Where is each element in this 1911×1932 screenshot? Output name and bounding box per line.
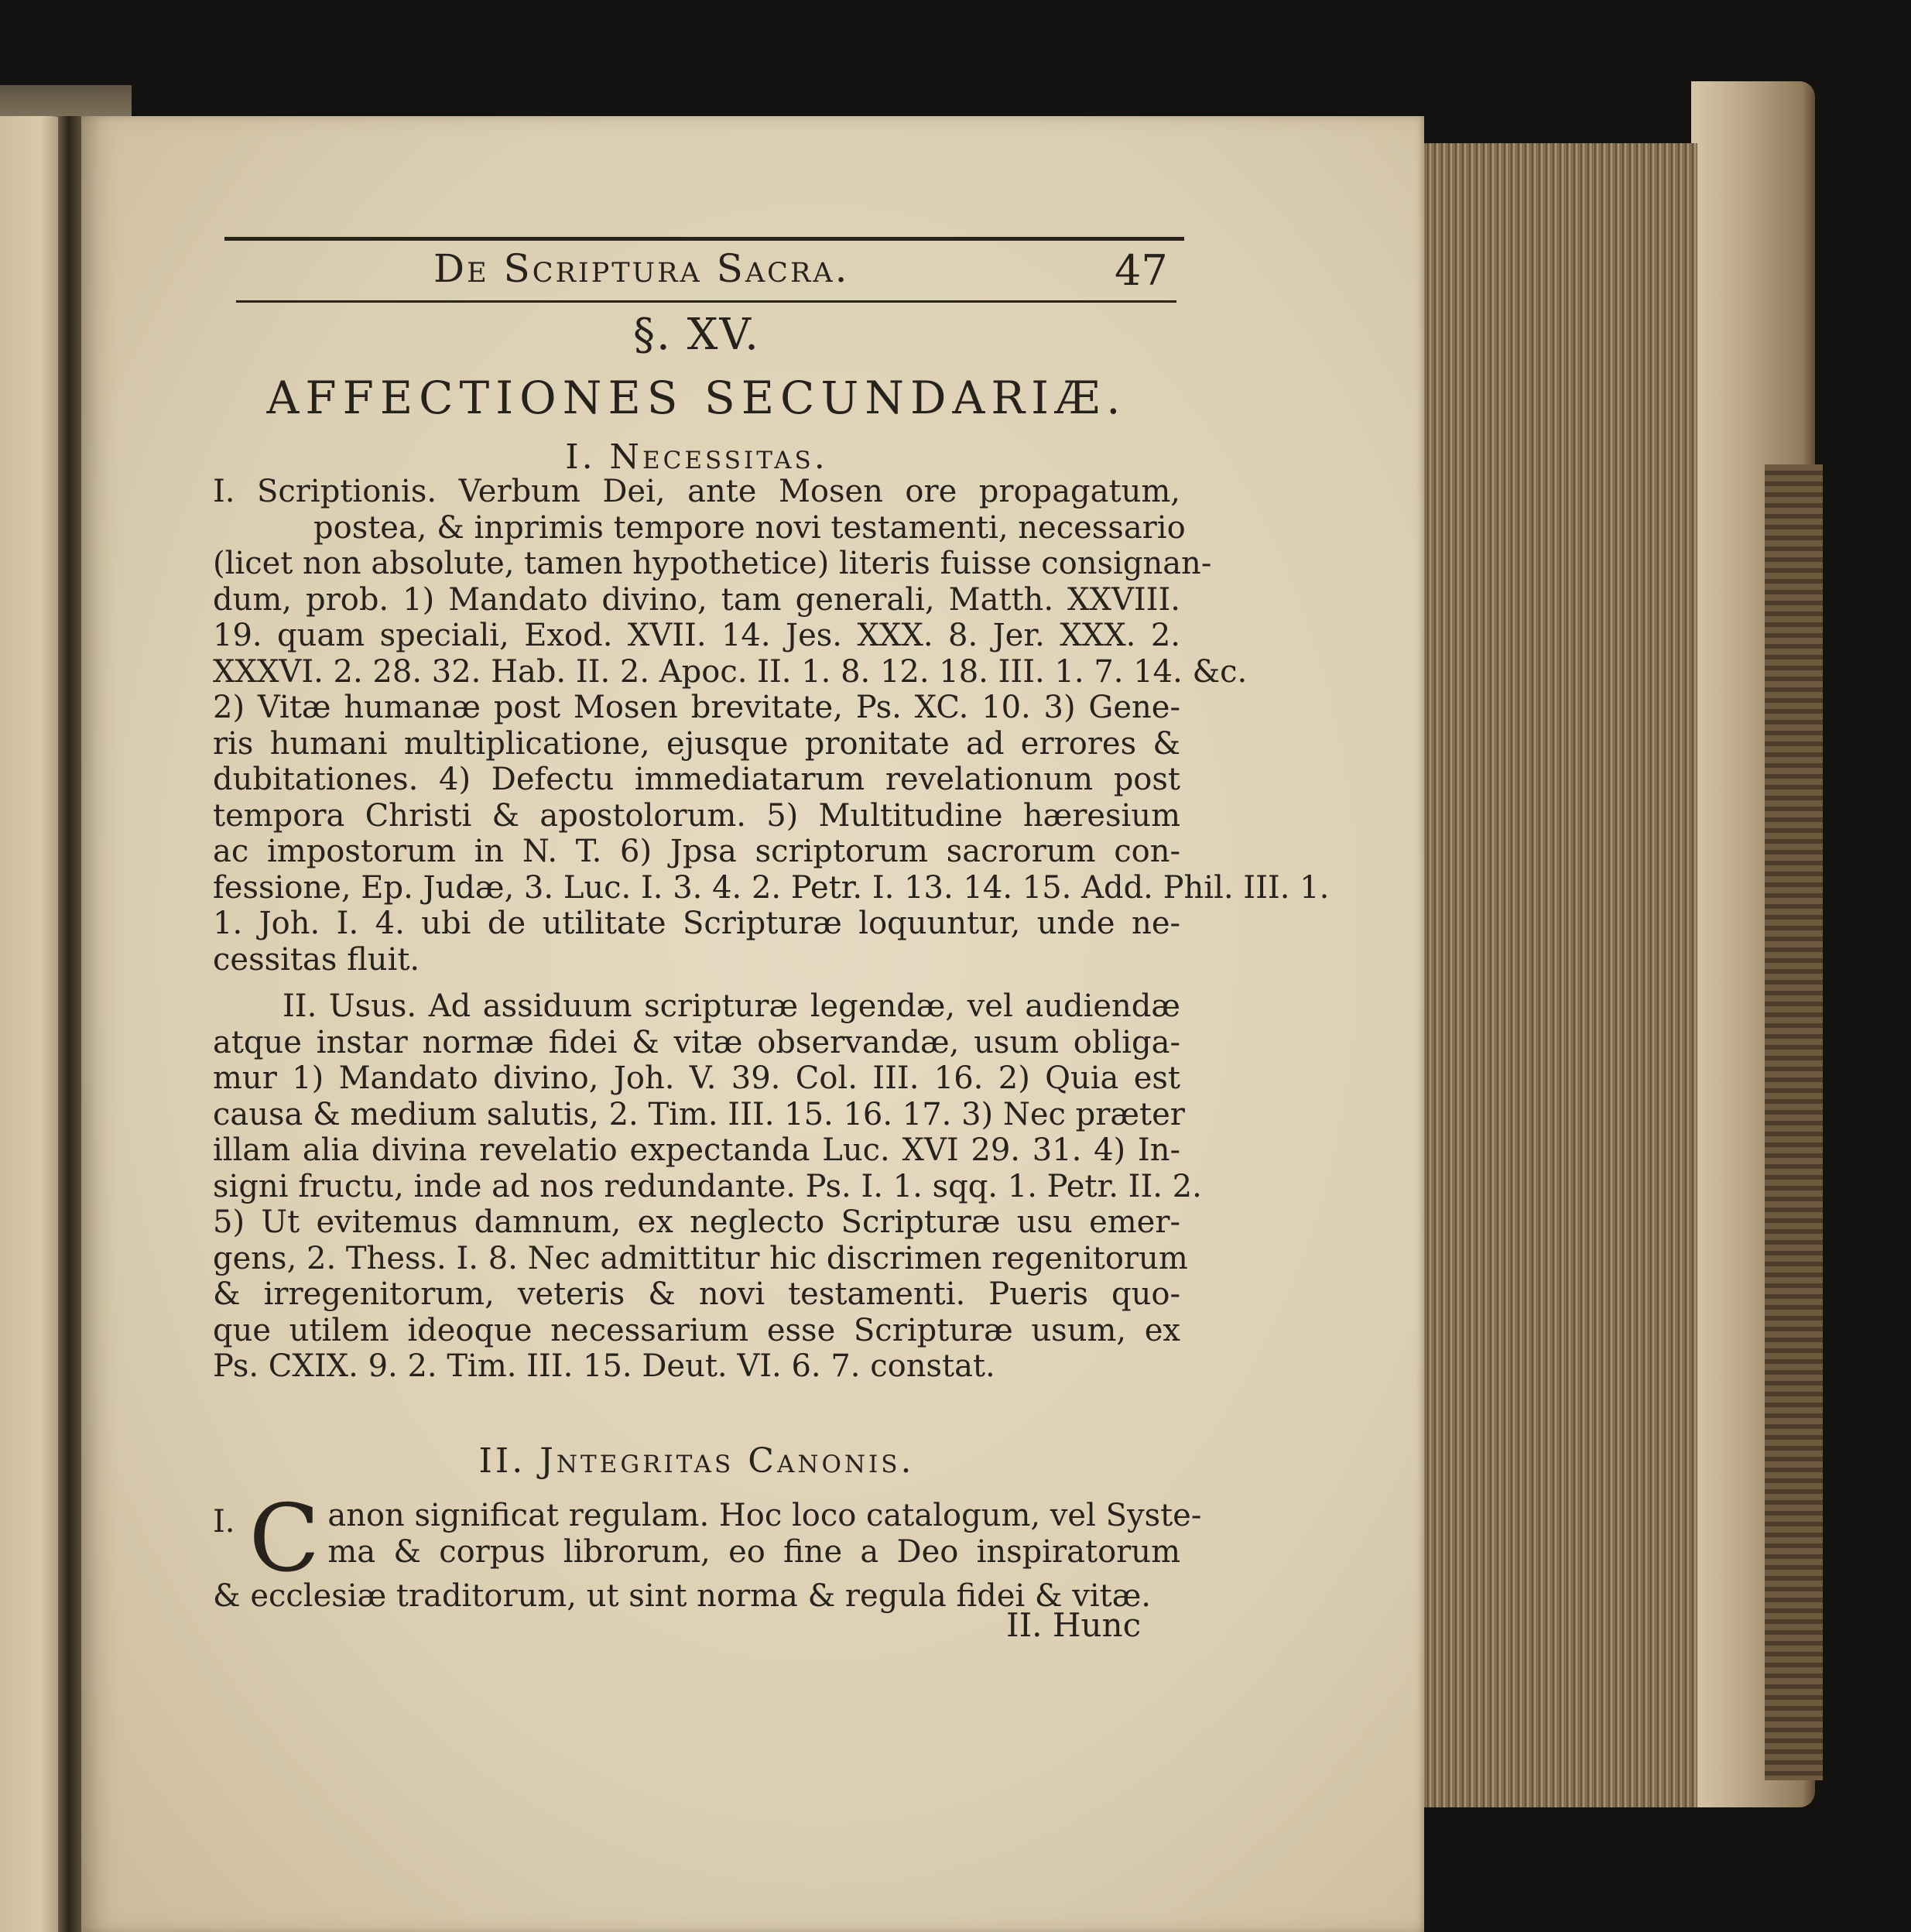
text-line: ris humani multiplicatione, ejusque pronitate ad errores & xyxy=(213,725,1180,762)
text-line: ma & corpus librorum, eo fine a Deo inspiratorum xyxy=(327,1533,1180,1570)
text-line: 2) Vitæ humanæ post Mosen brevitate, Ps. XC. 10. 3) Gene- xyxy=(213,690,1180,725)
text-line: 5) Ut evitemus damnum, ex neglecto Scripturæ usu emer- xyxy=(213,1204,1180,1240)
text-line: fessione, Ep. Judæ, 3. Luc. I. 3. 4. 2. Petr. I. 13. 14. 15. Add. Phil. III. 1. xyxy=(213,869,1330,906)
text-line: postea, & inprimis tempore novi testamenti, necessario xyxy=(313,509,1186,546)
text-line: 19. quam speciali, Exod. XVII. 14. Jes. XXX. 8. Jer. XXX. 2. xyxy=(213,618,1180,653)
header-rule-bottom xyxy=(236,300,1176,303)
text-line: que utilem ideoque necessarium esse Scripturæ usum, ex xyxy=(213,1312,1180,1348)
text-line: mur 1) Mandato divino, Joh. V. 39. Col. III. 16. 2) Quia est xyxy=(213,1060,1180,1096)
text-line: anon significat regulam. Hoc loco catalogum, vel Syste- xyxy=(327,1498,1202,1533)
text-line: causa & medium salutis, 2. Tim. III. 15. 16. 17. 3) Nec præter xyxy=(213,1096,1185,1132)
catchword: II. Hunc xyxy=(1006,1606,1142,1644)
text-line: ac impostorum in N. T. 6) Jpsa scriptorum sacrorum con- xyxy=(213,834,1180,869)
text-line: signi fructu, inde ad nos redundante. Ps. I. 1. sqq. 1. Petr. II. 2. xyxy=(213,1168,1202,1204)
page-edges xyxy=(1416,143,1697,1807)
text-line: & irregenitorum, veteris & novi testamenti. Pueris quo- xyxy=(213,1276,1180,1312)
text-line: (licet non absolute, tamen hypothetice) literis fuisse consignan- xyxy=(213,546,1212,581)
subhead-necessitas: I. Necessitas. xyxy=(565,437,828,477)
text-line: Ps. CXIX. 9. 2. Tim. III. 15. Deut. VI. 6. 7. constat. xyxy=(213,1348,995,1384)
text-line: gens, 2. Thess. I. 8. Nec admittitur hic discrimen regenitorum xyxy=(213,1240,1188,1276)
text-line: cessitas fluit. xyxy=(213,941,420,978)
part-necessitas xyxy=(213,474,1330,1385)
section-mark: §. XV. xyxy=(633,310,760,360)
part-integritas xyxy=(213,1485,1202,1615)
page-number: 47 xyxy=(1115,246,1168,295)
book-board xyxy=(1765,464,1823,1780)
text-line: XXXVI. 2. 28. 32. Hab. II. 2. Apoc. II. 1. 8. 12. 18. III. 1. 7. 14. &c. xyxy=(213,653,1248,690)
book-gutter xyxy=(58,116,81,1932)
text-line: & ecclesiæ traditorum, ut sint norma & regula fidei & vitæ. xyxy=(213,1578,1152,1614)
running-head: De Scriptura Sacra. xyxy=(433,246,850,291)
text-line: tempora Christi & apostolorum. 5) Multitudine hæresium xyxy=(213,797,1180,834)
text-line: II. Usus. Ad assiduum scripturæ legendæ, vel audiendæ xyxy=(283,988,1180,1024)
text-line: I. Scriptionis. Verbum Dei, ante Mosen ore propagatum, xyxy=(213,474,1180,509)
header-rule-top xyxy=(224,237,1184,241)
text-line: atque instar normæ fidei & vitæ observandæ, usum obliga- xyxy=(213,1024,1180,1060)
section-title: AFFECTIONES SECUNDARIÆ. xyxy=(266,372,1127,424)
text-line: illam alia divina revelatio expectanda Luc. XVI 29. 31. 4) In- xyxy=(213,1132,1180,1168)
text-line: dum, prob. 1) Mandato divino, tam generali, Matth. XXVIII. xyxy=(213,581,1180,618)
drop-cap: C xyxy=(248,1485,320,1593)
text-line: 1. Joh. I. 4. ubi de utilitate Scripturæ loquuntur, unde ne- xyxy=(213,906,1180,941)
text-line: dubitationes. 4) Defectu immediatarum revelationum post xyxy=(213,762,1180,797)
paragraph-numeral: I. xyxy=(213,1504,235,1540)
subhead-integritas: II. Jntegritas Canonis. xyxy=(478,1441,915,1481)
